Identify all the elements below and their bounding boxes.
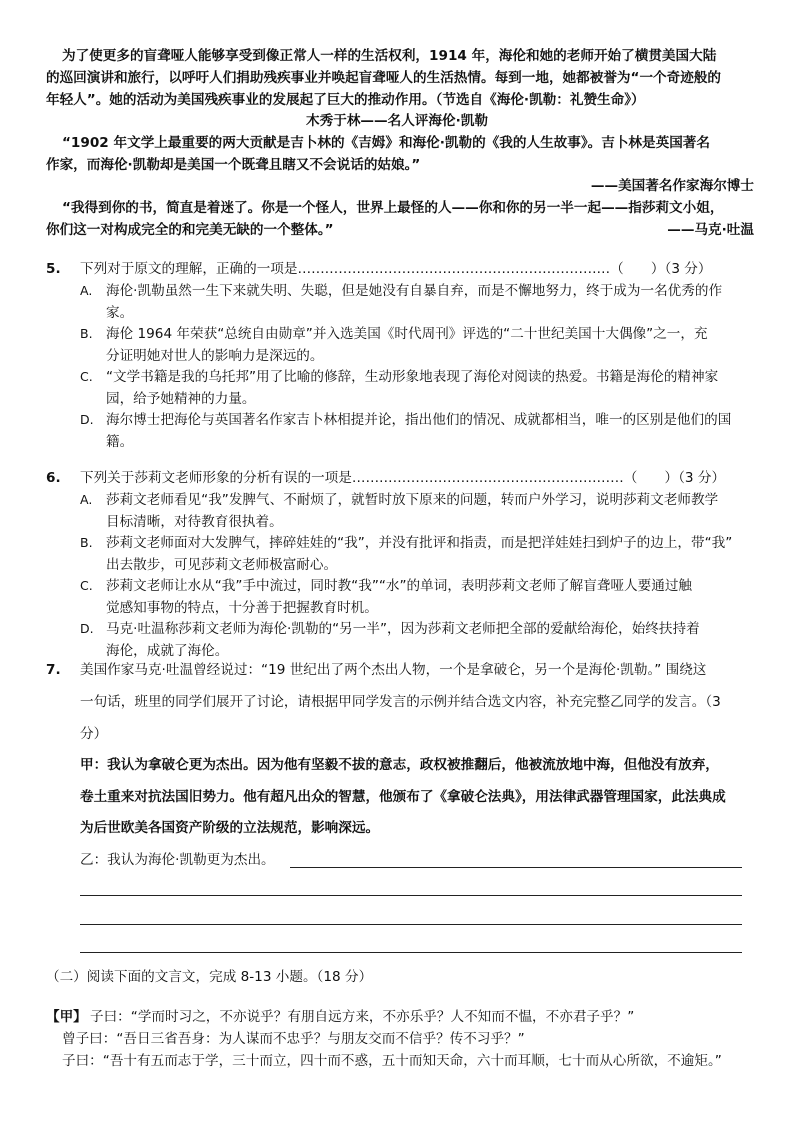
answer-prompt: 乙：我认为海伦·凯勒更为杰出。 — [80, 852, 275, 868]
option-d-text: 海伦，成就了海伦。 — [106, 643, 229, 659]
question-number: 7. — [46, 662, 61, 678]
passage-line: 年轻人”。她的活动为美国残疾事业的发展起了巨大的推动作用。（节选自《海伦·凯勒：礼赞生命》） — [46, 92, 645, 108]
quote-line: 你们这一对构成完全的和完美无缺的一个整体。” — [46, 222, 334, 238]
quote-source: ——马克·吐温 — [667, 222, 754, 238]
question-number: 5. — [46, 261, 61, 277]
option-a-text: 莎莉文老师看见“我”发脾气、不耐烦了，就暂时放下原来的问题，转而户外学习，说明莎莉文老师教学 — [106, 492, 719, 508]
option-b-text: 出去散步，可见莎莉文老师极富耐心。 — [106, 557, 338, 573]
classical-text-line: 曾子曰：“吾日三省吾身：为人谋而不忠乎？与朋友交而不信乎？传不习乎？” — [62, 1031, 525, 1047]
question-stem: 下列对于原文的理解，正确的一项是……………………………………………………………（ ）（3 分） — [80, 261, 712, 277]
text-tag: 【甲】 — [46, 1009, 87, 1025]
option-label-c: C. — [80, 578, 93, 593]
option-a-text: 目标清晰，对待教育很执着。 — [106, 514, 283, 530]
quote-line: 作家，而海伦·凯勒却是美国一个既聋且瞎又不会说话的姑娘。” — [46, 157, 421, 173]
question-text: 分） — [80, 726, 108, 742]
option-c-text: 觉感知事物的特点，十分善于把握教育时机。 — [106, 600, 378, 616]
option-c-text: 园，给予她精神的力量。 — [106, 391, 256, 407]
option-label-a: A. — [80, 492, 93, 507]
quote-line: “我得到你的书，简直是着迷了。你是一个怪人，世界上最怪的人——你和你的另一半一起——指莎莉文小姐， — [62, 200, 724, 216]
option-d-text: 马克·吐温称莎莉文老师为海伦·凯勒的“另一半”，因为莎莉文老师把全部的爱献给海伦，始终扶持着 — [106, 621, 700, 637]
section-subtitle: 木秀于林——名人评海伦·凯勒 — [306, 113, 488, 129]
option-label-d: D. — [80, 412, 94, 427]
option-c-text: “文学书籍是我的乌托邦”用了比喻的修辞，生动形象地表现了海伦对阅读的热爱。书籍是海伦的精神家 — [106, 369, 719, 385]
question-number: 6. — [46, 470, 61, 486]
answer-blank-line[interactable] — [80, 952, 742, 953]
example-answer: 卷土重来对抗法国旧势力。他有超凡出众的智慧，他颁布了《拿破仑法典》，用法律武器管理国家，此法典成 — [80, 789, 726, 805]
option-b-text: 分证明她对世人的影响力是深远的。 — [106, 348, 324, 364]
passage-line: 为了使更多的盲聋哑人能够享受到像正常人一样的生活权利，1914 年，海伦和她的老师开始了横贯美国大陆 — [62, 48, 717, 64]
option-d-text: 籍。 — [106, 434, 134, 450]
option-label-b: B. — [80, 535, 93, 550]
option-label-b: B. — [80, 326, 93, 341]
option-label-d: D. — [80, 621, 94, 636]
option-b-text: 莎莉文老师面对大发脾气，摔碎娃娃的“我”，并没有批评和指责，而是把洋娃娃扫到炉子的边上，带“我” — [106, 535, 733, 551]
question-text: 一句话，班里的同学们展开了讨论，请根据甲同学发言的示例并结合选文内容，补充完整乙同学的发言。（3 — [80, 694, 721, 710]
example-answer: 为后世欧美各国资产阶级的立法规范，影响深远。 — [80, 820, 380, 836]
answer-blank-line[interactable] — [290, 867, 742, 868]
question-text: 美国作家马克·吐温曾经说过：“19 世纪出了两个杰出人物，一个是拿破仑，另一个是海伦·凯勒。” 围绕这 — [80, 662, 707, 678]
answer-blank-line[interactable] — [80, 924, 742, 925]
section-heading: （二）阅读下面的文言文，完成 8-13 小题。（18 分） — [46, 969, 373, 985]
option-c-text: 莎莉文老师让水从“我”手中流过，同时教“我”“水”的单词，表明莎莉文老师了解盲聋哑人要通过触 — [106, 578, 693, 594]
quote-line: “1902 年文学上最重要的两大贡献是吉卜林的《吉姆》和海伦·凯勒的《我的人生故事》。吉卜林是英国著名 — [62, 135, 710, 151]
quote-source: ——美国著名作家海尔博士 — [590, 178, 754, 194]
classical-text-line: 子曰：“吾十有五而志于学，三十而立，四十而不惑，五十而知天命，六十而耳顺，七十而从心所欲，不逾矩。” — [62, 1053, 722, 1069]
passage-line: 的巡回演讲和旅行，以呼吁人们捐助残疾事业并唤起盲聋哑人的生活热情。每到一地，她都被誉为“一个奇迹般的 — [46, 70, 722, 86]
option-d-text: 海尔博士把海伦与英国著名作家吉卜林相提并论，指出他们的情况、成就都相当，唯一的区别是他们的国 — [106, 412, 732, 428]
option-b-text: 海伦 1964 年荣获“总统自由勋章”并入选美国《时代周刊》评选的“二十世纪美国十大偶像”之一，充 — [106, 326, 708, 342]
example-answer: 甲：我认为拿破仑更为杰出。因为他有坚毅不拔的意志，政权被推翻后，他被流放地中海，但他没有放弃， — [80, 757, 719, 773]
option-label-c: C. — [80, 369, 93, 384]
answer-blank-line[interactable] — [80, 895, 742, 896]
option-a-text: 家。 — [106, 305, 134, 321]
option-label-a: A. — [80, 283, 93, 298]
classical-text-line: 子曰：“学而时习之，不亦说乎？有朋自远方来，不亦乐乎？人不知而不愠，不亦君子乎？” — [90, 1009, 635, 1025]
question-stem: 下列关于莎莉文老师形象的分析有误的一项是……………………………………………………（ ）（3 分） — [80, 470, 726, 486]
option-a-text: 海伦·凯勒虽然一生下来就失明、失聪，但是她没有自暴自弃，而是不懈地努力，终于成为一名优秀的作 — [106, 283, 723, 299]
